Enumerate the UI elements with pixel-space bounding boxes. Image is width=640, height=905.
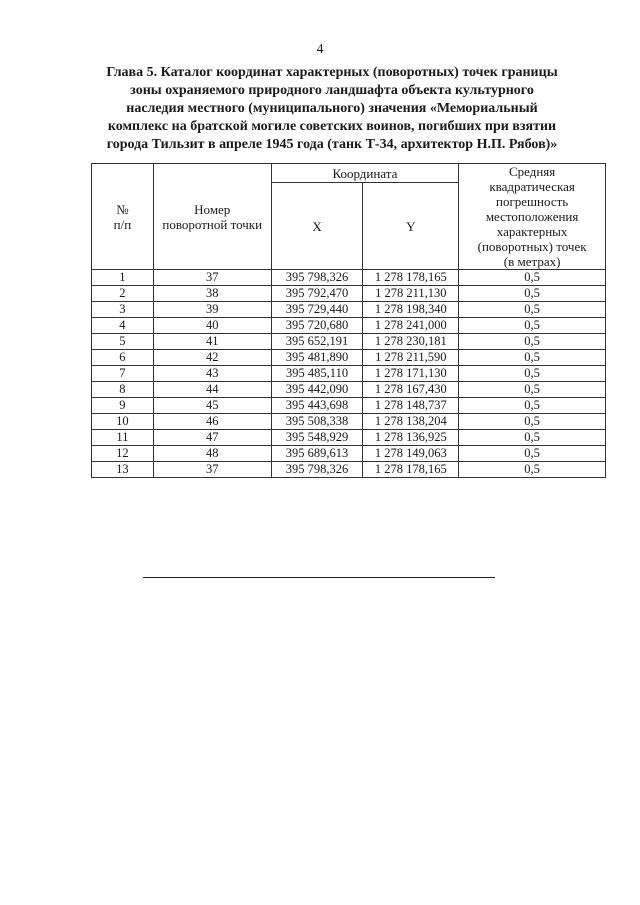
cell-num: 9 — [92, 398, 154, 414]
chapter-title — [60, 64, 604, 154]
header-y: Y — [363, 183, 459, 270]
cell-x: 395 798,326 — [271, 270, 363, 286]
table-row — [92, 350, 606, 366]
cell-num: 3 — [92, 302, 154, 318]
cell-y: 1 278 138,204 — [363, 414, 459, 430]
cell-point: 47 — [153, 430, 271, 446]
cell-num: 13 — [92, 462, 154, 478]
cell-y: 1 278 178,165 — [363, 270, 459, 286]
cell-point: 38 — [153, 286, 271, 302]
cell-x: 395 481,890 — [271, 350, 363, 366]
table-row — [92, 334, 606, 350]
cell-num: 1 — [92, 270, 154, 286]
cell-x: 395 485,110 — [271, 366, 363, 382]
table-row — [92, 414, 606, 430]
table-row — [92, 366, 606, 382]
cell-x: 395 798,326 — [271, 462, 363, 478]
cell-num: 12 — [92, 446, 154, 462]
cell-num: 4 — [92, 318, 154, 334]
table-row — [92, 302, 606, 318]
cell-error: 0,5 — [459, 414, 606, 430]
cell-num: 8 — [92, 382, 154, 398]
cell-num: 2 — [92, 286, 154, 302]
cell-point: 45 — [153, 398, 271, 414]
cell-point: 46 — [153, 414, 271, 430]
header-coordinate: Координата — [271, 164, 459, 183]
cell-error: 0,5 — [459, 430, 606, 446]
cell-x: 395 508,338 — [271, 414, 363, 430]
title-line: комплекс на братской могиле советских воинов, погибших при взятии — [107, 119, 557, 134]
cell-point: 42 — [153, 350, 271, 366]
table-row — [92, 318, 606, 334]
header-num: № п/п — [92, 164, 154, 270]
header-error: Средняя квадратическая погрешность местоположения характерных (поворотных) точек (в метрах) — [459, 164, 606, 270]
cell-y: 1 278 211,590 — [363, 350, 459, 366]
cell-y: 1 278 211,130 — [363, 286, 459, 302]
table-row — [92, 462, 606, 478]
cell-error: 0,5 — [459, 286, 606, 302]
table-row — [92, 398, 606, 414]
cell-point: 39 — [153, 302, 271, 318]
cell-y: 1 278 171,130 — [363, 366, 459, 382]
cell-num: 10 — [92, 414, 154, 430]
cell-point: 43 — [153, 366, 271, 382]
cell-num: 7 — [92, 366, 154, 382]
cell-num: 6 — [92, 350, 154, 366]
cell-point: 44 — [153, 382, 271, 398]
cell-point: 48 — [153, 446, 271, 462]
title-line: зоны охраняемого природного ландшафта объекта культурного — [130, 83, 534, 98]
header-x: X — [271, 183, 363, 270]
cell-error: 0,5 — [459, 462, 606, 478]
cell-error: 0,5 — [459, 270, 606, 286]
cell-error: 0,5 — [459, 350, 606, 366]
cell-y: 1 278 178,165 — [363, 462, 459, 478]
cell-point: 37 — [153, 270, 271, 286]
title-line: Глава 5. Каталог координат характерных (поворотных) точек границы — [106, 65, 558, 80]
cell-y: 1 278 148,737 — [363, 398, 459, 414]
cell-y: 1 278 136,925 — [363, 430, 459, 446]
cell-x: 395 443,698 — [271, 398, 363, 414]
closing-rule — [143, 577, 495, 578]
cell-point: 37 — [153, 462, 271, 478]
cell-x: 395 792,470 — [271, 286, 363, 302]
cell-num: 11 — [92, 430, 154, 446]
table-row — [92, 286, 606, 302]
cell-y: 1 278 241,000 — [363, 318, 459, 334]
cell-point: 41 — [153, 334, 271, 350]
page-number: 4 — [316, 42, 324, 57]
cell-x: 395 720,680 — [271, 318, 363, 334]
cell-error: 0,5 — [459, 318, 606, 334]
cell-x: 395 548,929 — [271, 430, 363, 446]
cell-x: 395 442,090 — [271, 382, 363, 398]
cell-y: 1 278 198,340 — [363, 302, 459, 318]
cell-y: 1 278 167,430 — [363, 382, 459, 398]
header-point-number: Номер поворотной точки — [153, 164, 271, 270]
cell-error: 0,5 — [459, 334, 606, 350]
cell-y: 1 278 149,063 — [363, 446, 459, 462]
cell-error: 0,5 — [459, 366, 606, 382]
table-row — [92, 430, 606, 446]
cell-x: 395 689,613 — [271, 446, 363, 462]
title-line: наследия местного (муниципального) значения «Мемориальный — [126, 101, 538, 116]
cell-error: 0,5 — [459, 446, 606, 462]
table-row — [92, 446, 606, 462]
cell-error: 0,5 — [459, 398, 606, 414]
cell-error: 0,5 — [459, 302, 606, 318]
table-row — [92, 270, 606, 286]
cell-x: 395 652,191 — [271, 334, 363, 350]
table-body — [92, 270, 606, 478]
cell-error: 0,5 — [459, 382, 606, 398]
cell-x: 395 729,440 — [271, 302, 363, 318]
cell-point: 40 — [153, 318, 271, 334]
table-row — [92, 382, 606, 398]
cell-num: 5 — [92, 334, 154, 350]
title-line: города Тильзит в апреле 1945 года (танк Т-34, архитектор Н.П. Рябов)» — [106, 137, 558, 152]
cell-y: 1 278 230,181 — [363, 334, 459, 350]
coordinate-catalog-table — [91, 163, 606, 478]
